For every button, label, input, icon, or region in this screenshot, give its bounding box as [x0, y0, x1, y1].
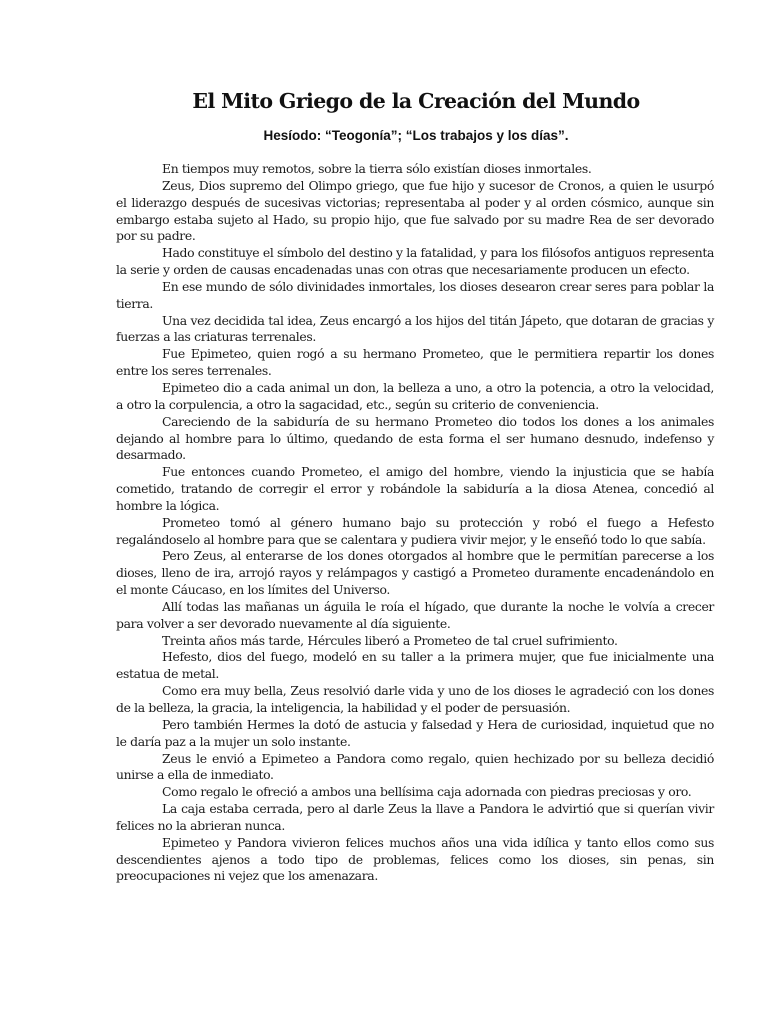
paragraph: Como era muy bella, Zeus resolvió darle vida y uno de los dioses le agradeció con los dones de la belleza, la gracia, la inteligencia, la habilidad y el poder de persuasión.: [116, 683, 714, 715]
paragraph: Epimeteo y Pandora vivieron felices muchos años una vida idílica y tanto ellos como sus descendientes ajenos a todo tipo de problemas, felices como los dioses, sin penas, sin preocupaciones ni vejez que los amenazara.: [116, 834, 714, 884]
paragraph: Zeus le envió a Epimeteo a Pandora como regalo, quien hechizado por su belleza decidió unirse a ella de inmediato.: [116, 750, 714, 783]
paragraph: Epimeteo dio a cada animal un don, la belleza a uno, a otro la potencia, a otro la velocidad, a otro la corpulencia, a otro la sagacidad, etc., según su criterio de conveniencia.: [116, 379, 714, 412]
paragraph: Hefesto, dios del fuego, modeló en su taller a la primera mujer, que fue inicialmente una estatua de metal.: [116, 649, 714, 682]
paragraph: Pero también Hermes la dotó de astucia y falsedad y Hera de curiosidad, inquietud que no le daría paz a la mujer un solo instante.: [116, 716, 714, 749]
paragraph: Fue entonces cuando Prometeo, el amigo del hombre, viendo la injusticia que se había cometido, tratando de corregir el error y robándole la sabiduría a la diosa Atenea, concedió al hombre la lógica.: [116, 464, 714, 513]
document-title: El Mito Griego de la Creación del Mundo: [192, 89, 640, 113]
document-subtitle: Hesíodo: “Teogonía”; “Los trabajos y los días”.: [263, 128, 569, 143]
paragraph: Zeus, Dios supremo del Olimpo griego, que fue hijo y sucesor de Cronos, a quien le usurpó el liderazgo después de sucesivas victorias; representaba al poder y al orden cósmico, aunque sin embargo estaba sujeto al Hado, su propio hijo, que fue salvado por su madre Rea de ser devorado por su padre.: [116, 177, 714, 244]
paragraph: Careciendo de la sabiduría de su hermano Prometeo dio todos los dones a los animales dejando al hombre para lo último, quedando de esta forma el ser humano desnudo, indefenso y desarmado.: [116, 413, 714, 463]
paragraph: Prometeo tomó al género humano bajo su protección y robó el fuego a Hefesto regalándoselo al hombre para que se calentara y pudiera vivir mejor, y le enseñó todo lo que sabía.: [116, 514, 714, 547]
paragraph: En tiempos muy remotos, sobre la tierra sólo existían dioses inmortales.: [162, 161, 592, 176]
paragraph: Treinta años más tarde, Hércules liberó a Prometeo de tal cruel sufrimiento.: [162, 632, 618, 648]
paragraph: Hado constituye el símbolo del destino y la fatalidad, y para los filósofos antiguos representa la serie y orden de causas encadenadas unas con otras que necesariamente producen un efecto.: [116, 245, 714, 278]
paragraph: Como regalo le ofreció a ambos una bellísima caja adornada con piedras preciosas y oro.: [162, 784, 692, 800]
paragraph: Allí todas las mañanas un águila le roía el hígado, que durante la noche le volvía a crecer para volver a ser devorado nuevamente al día siguiente.: [116, 598, 714, 631]
paragraph: Una vez decidida tal idea, Zeus encargó a los hijos del titán Jápeto, que dotaran de gracias y fuerzas a las criaturas terrenales.: [116, 312, 714, 345]
paragraph: La caja estaba cerrada, pero al darle Zeus la llave a Pandora le advirtió que si querían vivir felices no la abrieran nunca.: [116, 801, 714, 833]
paragraph: Pero Zeus, al enterarse de los dones otorgados al hombre que le permitían parecerse a los dioses, lleno de ira, arrojó rayos y relámpagos y castigó a Prometeo duramente encadenándolo en el monte Cáucaso, en los límites del Universo.: [116, 548, 714, 598]
document-body: [116, 161, 714, 885]
paragraph: Fue Epimeteo, quien rogó a su hermano Prometeo, que le permitiera repartir los dones entre los seres terrenales.: [116, 346, 714, 379]
paragraph: En ese mundo de sólo divinidades inmortales, los dioses desearon crear seres para poblar la tierra.: [116, 278, 714, 311]
